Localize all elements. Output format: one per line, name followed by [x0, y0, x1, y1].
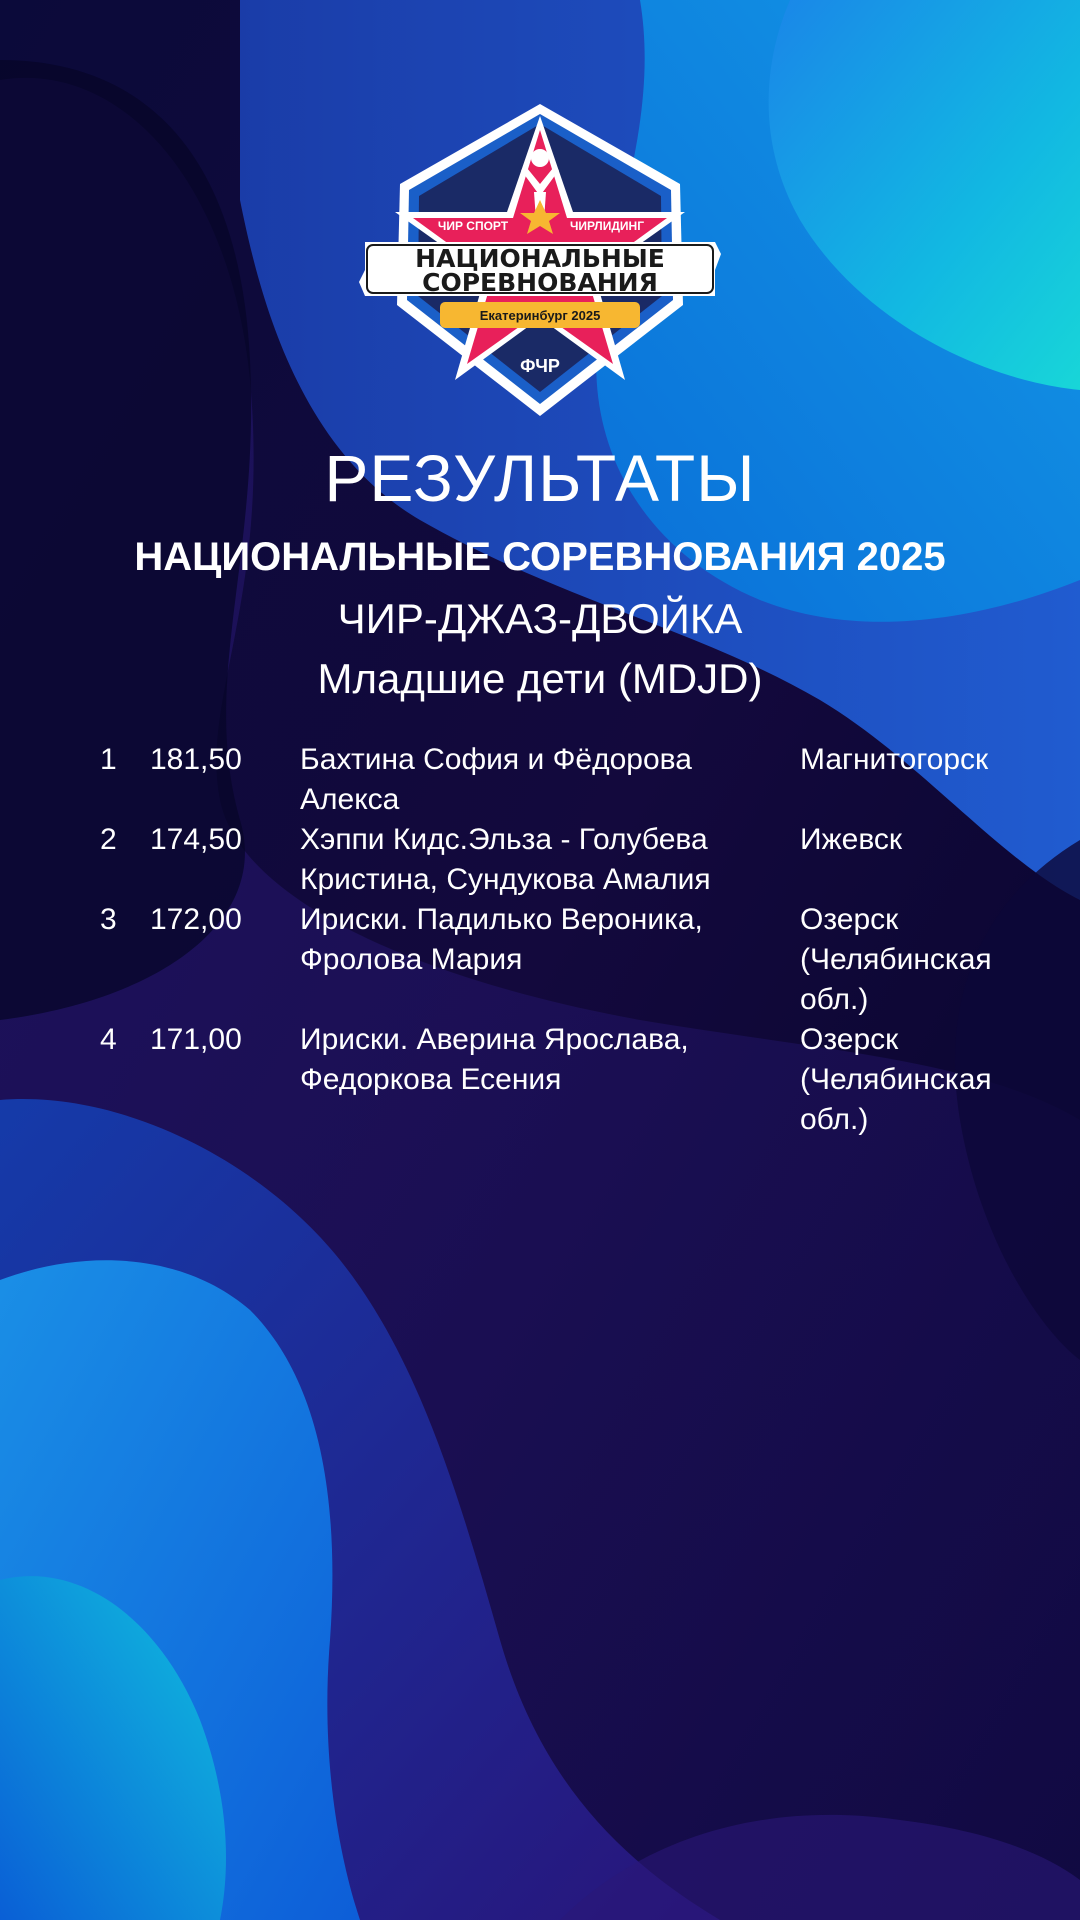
place: 1	[100, 743, 117, 776]
score: 172,00	[150, 903, 242, 936]
name-line: Ириски. Падилько Вероника,	[300, 903, 703, 936]
result-row	[100, 900, 1020, 1020]
city-line: Озерск	[800, 1023, 899, 1056]
logo-title-line1: НАЦИОНАЛЬНЫЕ	[415, 244, 665, 273]
participant-names	[300, 820, 800, 900]
city	[800, 1020, 1020, 1140]
logo-city-year: Екатеринбург 2025	[479, 308, 601, 323]
city	[800, 820, 1020, 860]
score: 171,00	[150, 1023, 242, 1056]
logo-top-left-text: ЧИР СПОРТ	[437, 219, 509, 233]
city-line: (Челябинская	[800, 943, 992, 976]
name-line: Фролова Мария	[300, 943, 523, 976]
city	[800, 740, 1020, 780]
place: 3	[100, 903, 117, 936]
name-line: Алекса	[300, 783, 400, 816]
logo-title-line2: СОРЕВНОВАНИЯ	[422, 268, 658, 297]
name-line: Федоркова Есения	[300, 1063, 562, 1096]
city-line: (Челябинская	[800, 1063, 992, 1096]
city	[800, 900, 1020, 1020]
participant-names	[300, 740, 800, 820]
event-name: НАЦИОНАЛЬНЫЕ СОРЕВНОВАНИЯ 2025	[134, 535, 946, 579]
city-line: Магнитогорск	[800, 743, 989, 776]
score: 174,50	[150, 823, 242, 856]
score: 181,50	[150, 743, 242, 776]
city-line: Озерск	[800, 903, 899, 936]
name-line: Кристина, Сундукова Амалия	[300, 863, 711, 896]
name-line: Ириски. Аверина Ярослава,	[300, 1023, 689, 1056]
city-line: обл.)	[800, 983, 869, 1016]
participant-names	[300, 900, 800, 980]
results-table	[100, 740, 1020, 1140]
place: 2	[100, 823, 117, 856]
place: 4	[100, 1023, 117, 1056]
result-row	[100, 740, 1020, 820]
category-name: Младшие дети (MDJD)	[317, 655, 763, 702]
discipline-name: ЧИР-ДЖАЗ-ДВОЙКА	[337, 595, 743, 642]
logo-top-right-text: ЧИРЛИДИНГ	[570, 219, 644, 233]
city-line: обл.)	[800, 1103, 869, 1136]
event-logo	[355, 100, 725, 420]
name-line: Хэппи Кидс.Эльза - Голубева	[300, 823, 708, 856]
participant-names	[300, 1020, 800, 1100]
name-line: Бахтина София и Фёдорова	[300, 743, 692, 776]
city-line: Ижевск	[800, 823, 903, 856]
logo-org-text: ФЧР	[520, 356, 560, 376]
page-title: РЕЗУЛЬТАТЫ	[324, 441, 756, 515]
result-row	[100, 820, 1020, 900]
result-row	[100, 1020, 1020, 1140]
